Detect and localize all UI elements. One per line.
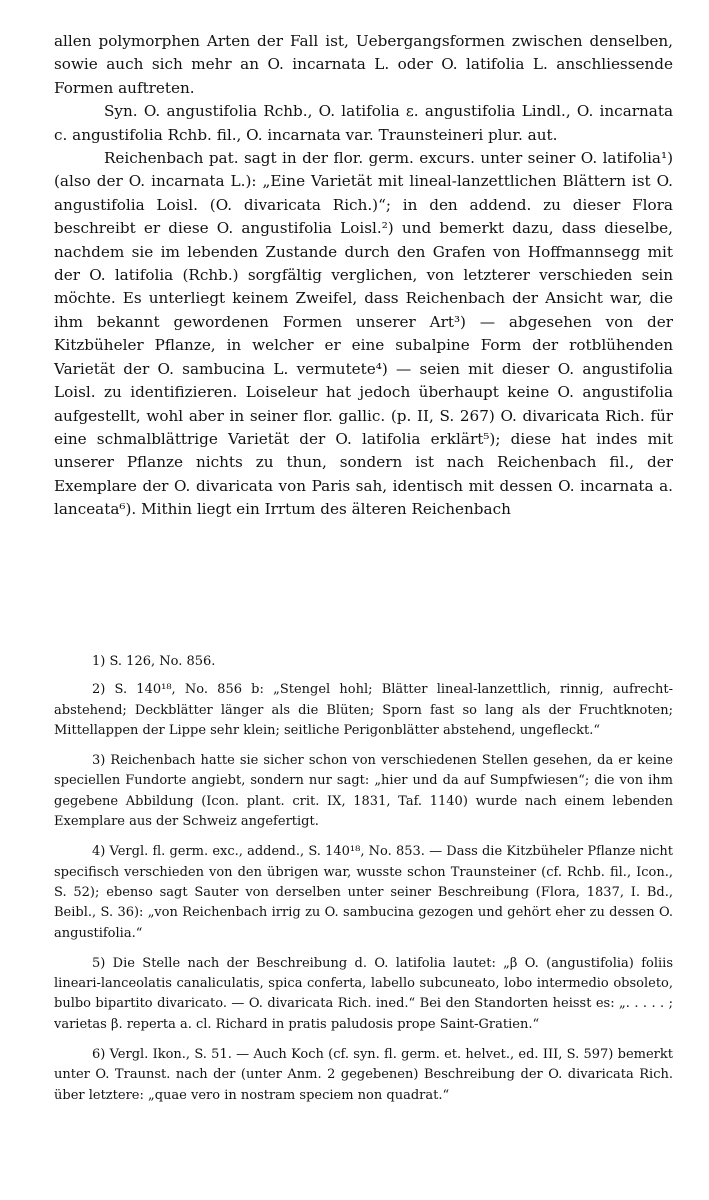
footnote-3: 3) Reichenbach hatte sie sicher schon von verschiedenen Stellen gesehen, da er keine speciellen Fundorte angiebt, sondern nur sagt: „hier und da auf Sumpfwiesen“; die von ihm gegebene Abbildung (Icon. plant. crit. IX, 1831, Taf. 1140) wurde nach einem lebenden Exemplare aus der Schweiz angefertigt.: [54, 753, 673, 830]
footnote-6: 6) Vergl. Ikon., S. 51. — Auch Koch (cf. syn. fl. germ. et. helvet., ed. III, S. 597) bemerkt unter O. Traunst. nach der (unter Anm. 2 gegebenen) Beschreibung der O. divaricata Rich. über letztere: „quae vero in nostram speciem non quadrat.“: [54, 1047, 673, 1103]
footnote-4: 4) Vergl. fl. germ. exc., addend., S. 140¹⁸, No. 853. — Dass die Kitzbüheler Pflanze nicht specifisch verschieden von den übrigen war, wusste schon Traunsteiner (cf. Rchb. fil., Icon., S. 52); ebenso sagt Sauter von derselben unter seiner Beschreibung (Flora, 1837, I. Bd., Beibl., S. 36): „von Reichenbach irrig zu O. sambucina gezogen und gehört eher zu dessen O. angustifolia.“: [54, 844, 673, 941]
main-text: [54, 30, 673, 522]
paragraph-3: Reichenbach pat. sagt in der flor. germ. excurs. unter seiner O. latifolia¹) (also der O. incarnata L.): „Eine Varietät mit lineal-lanzettlichen Blättern ist O. angustifolia Loisl. (O. divaricata Rich.)“; in den addend. zu dieser Flora beschreibt er diese O. angustifolia Loisl.²) und bemerkt dazu, dass dieselbe, nachdem sie im lebenden Zustande durch den Grafen von Hoffmannsegg mit der O. latifolia (Rchb.) sorgfältig verglichen, von letzterer verschieden sein möchte. Es unterliegt keinem Zweifel, dass Reichenbach der Ansicht war, die ihm bekannt gewordenen Formen unserer Art³) — abgesehen von der Kitzbüheler Pflanze, in welcher er eine subalpine Form der rotblühenden Varietät der O. sambucina L. vermutete⁴) — seien mit dieser O. angustifolia Loisl. zu identifizieren. Loiseleur hat jedoch überhaupt keine O. angustifolia aufgestellt, wohl aber in seiner flor. gallic. (p. II, S. 267) O. divaricata Rich. für eine schmalblättrige Varietät der O. latifolia erklärt⁵); diese hat indes mit unserer Pflanze nichts zu thun, sondern ist nach Reichenbach fil., der Exemplare der O. divaricata von Paris sah, identisch mit dessen O. incarnata a. lanceata⁶). Mithin liegt ein Irrtum des älteren Reichenbach: [54, 149, 673, 519]
footnote-2: 2) S. 140¹⁸, No. 856 b: „Stengel hohl; Blätter lineal-lanzettlich, rinnig, aufrecht-abstehend; Deckblätter länger als die Blüten; Sporn fast so lang als der Fruchtknoten; Mittellappen der Lippe sehr klein; seitliche Perigonblätter abstehend, ungefleckt.“: [54, 682, 673, 738]
footnote-5: 5) Die Stelle nach der Beschreibung d. O. latifolia lautet: „β O. (angustifolia) foliis lineari-lanceolatis canaliculatis, spica conferta, labello subcuneato, lobo intermedio obsoleto, bulbo bipartito divaricato. — O. divaricata Rich. ined.“ Bei den Standorten heisst es: „. . . . . ; varietas β. reperta a. cl. Richard in pratis paludosis prope Saint-Gratien.“: [54, 955, 673, 1032]
paragraph-synonyms: Syn. O. angustifolia Rchb., O. latifolia ε. angustifolia Lindl., O. incarnata c. angustifolia Rchb. fil., O. incarnata var. Traunsteineri plur. aut.: [54, 102, 673, 144]
footnote-1: 1) S. 126, No. 856.: [92, 654, 216, 669]
footnotes: [54, 652, 673, 1116]
paragraph-1: allen polymorphen Arten der Fall ist, Uebergangsformen zwischen denselben, sowie auch sich mehr an O. incarnata L. oder O. latifolia L. anschliessende Formen auftreten.: [54, 32, 673, 97]
